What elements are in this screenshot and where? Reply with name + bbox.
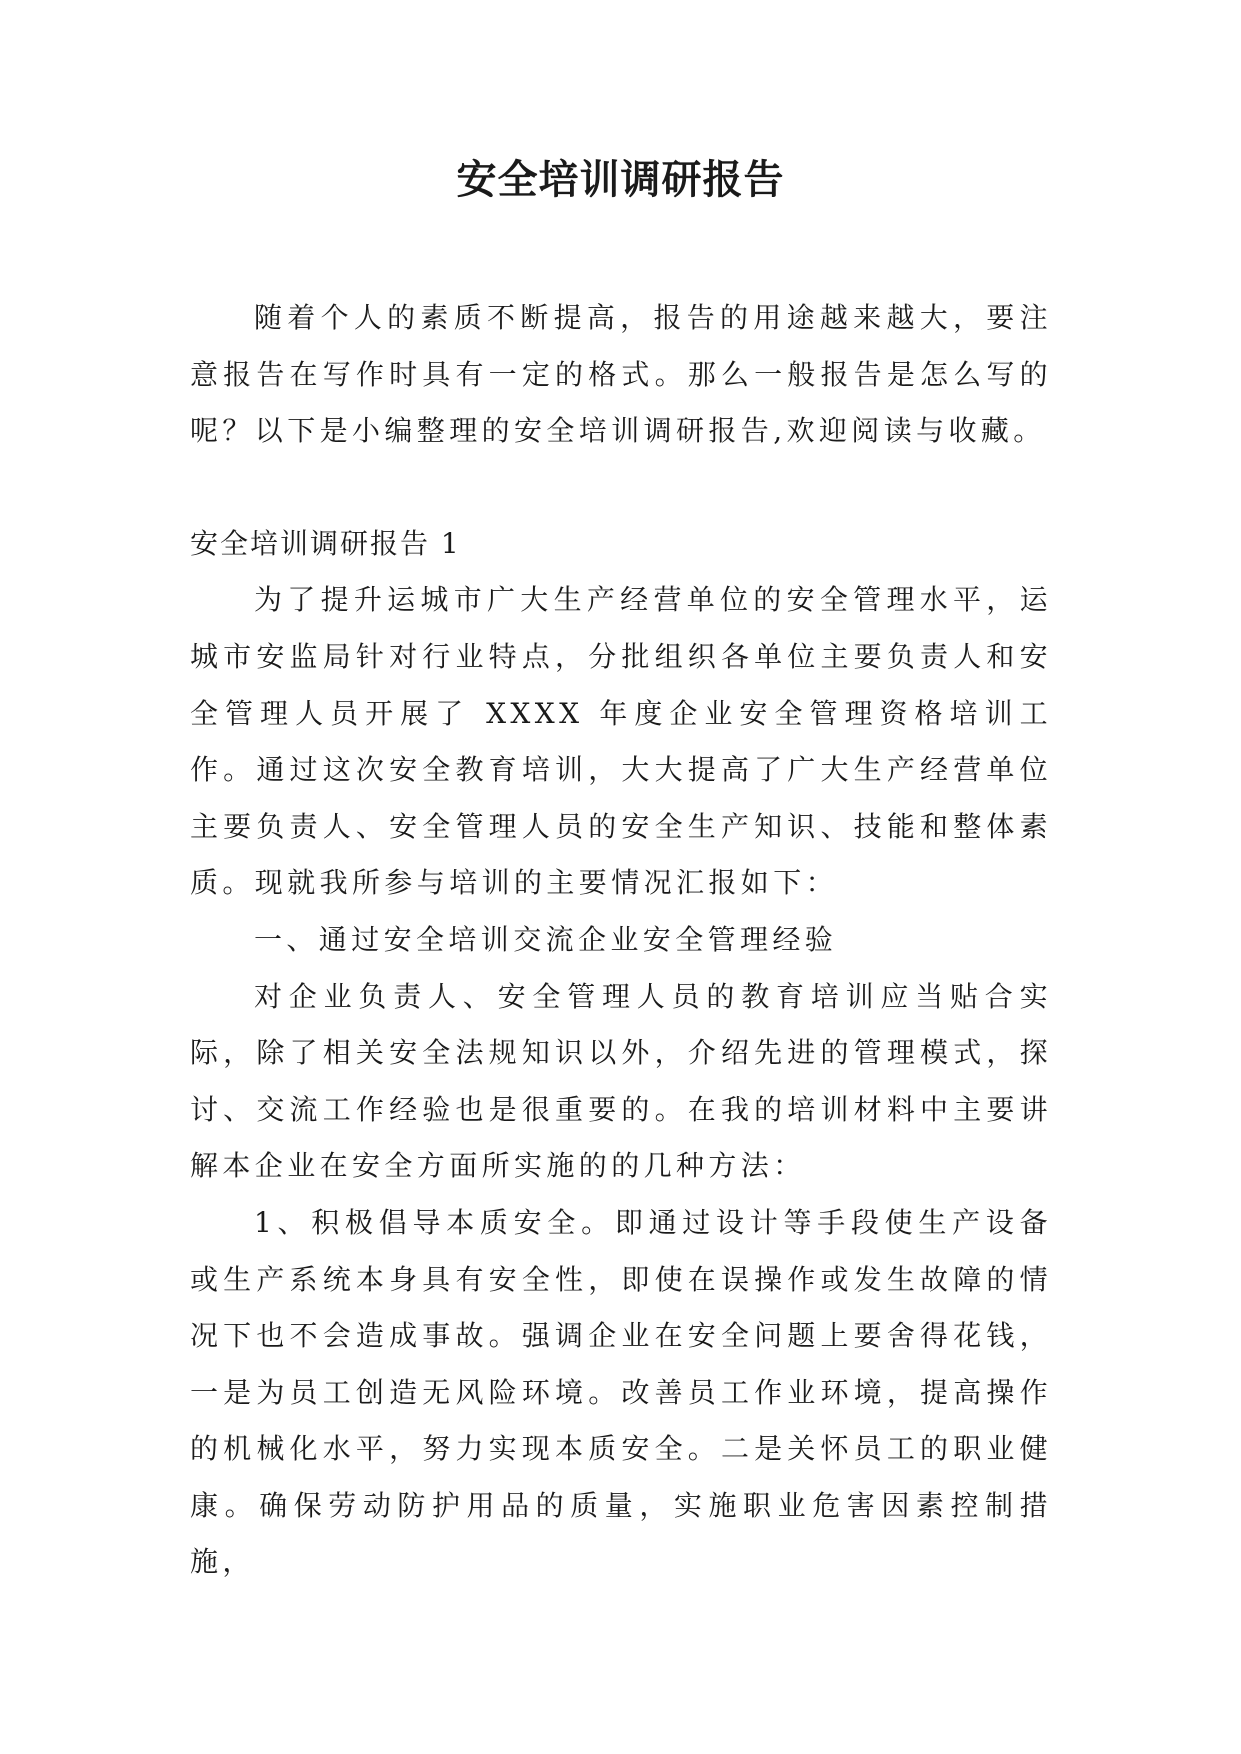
body-paragraph-3: 1、积极倡导本质安全。即通过设计等手段使生产设备或生产系统本身具有安全性，即使在误操作或发生故障的情况下也不会造成事故。强调企业在安全问题上要舍得花钱，一是为员工创造无风险环境。改善员工作业环境，提高操作的机械化水平，努力实现本质安全。二是关怀员工的职业健康。确保劳动防护用品的质量，实施职业危害因素控制措施，	[190, 1205, 1052, 1579]
document-body	[190, 290, 1052, 1591]
body-paragraph-2: 对企业负责人、安全管理人员的教育培训应当贴合实际，除了相关安全法规知识以外，介绍先进的管理模式，探讨、交流工作经验也是很重要的。在我的培训材料中主要讲解本企业在安全方面所实施的的几种方法：	[190, 979, 1052, 1183]
paragraph-spacer	[190, 460, 1052, 516]
section-title: 安全培训调研报告 1	[190, 526, 461, 560]
document-title: 安全培训调研报告	[456, 156, 785, 203]
subsection-heading: 一、通过安全培训交流企业安全管理经验	[254, 922, 838, 956]
intro-paragraph: 随着个人的素质不断提高，报告的用途越来越大，要注意报告在写作时具有一定的格式。那么一般报告是怎么写的呢？以下是小编整理的安全培训调研报告,欢迎阅读与收藏。	[190, 301, 1052, 448]
body-paragraph-1: 为了提升运城市广大生产经营单位的安全管理水平，运城市安监局针对行业特点，分批组织各单位主要负责人和安全管理人员开展了 XXXX 年度企业安全管理资格培训工作。通过这次安全教育培训，大大提高了广大生产经营单位主要负责人、安全管理人员的安全生产知识、技能和整体素质。现就我所参与培训的主要情况汇报如下：	[190, 583, 1052, 900]
